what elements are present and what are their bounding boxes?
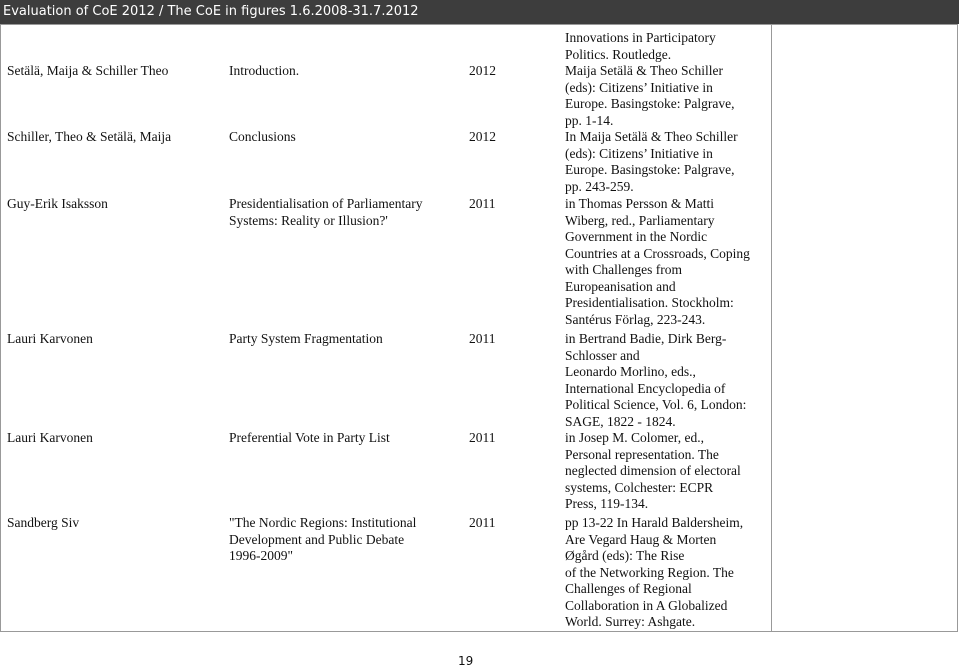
row-1-title: Introduction.: [229, 63, 300, 78]
row-3-title: Presidentialisation of Parliamentary Systems: Reality or Illusion?': [229, 196, 423, 228]
page-number: 19: [458, 654, 474, 668]
row-2-year: 2012: [469, 129, 496, 144]
column-divider: [771, 24, 772, 632]
row-3-author: Guy-Erik Isaksson: [7, 196, 108, 211]
row-5-title: Preferential Vote in Party List: [229, 430, 390, 445]
row-1-source: Maija Setälä & Theo Schiller (eds): Citizens’ Initiative in Europe. Basingstoke: Palgrave, pp. 1-14.: [565, 63, 735, 128]
row-4-source: in Bertrand Badie, Dirk Berg- Schlosser and Leonardo Morlino, eds., International Encyclopedia of Political Science, Vol. 6, London: SAGE, 1822 - 1824.: [565, 331, 747, 429]
row-6-title: "The Nordic Regions: Institutional Development and Public Debate 1996-2009": [229, 515, 417, 563]
document-header: [0, 0, 959, 24]
row-5-year: 2011: [469, 430, 496, 445]
publication-table: [0, 24, 958, 632]
row-2-source: In Maija Setälä & Theo Schiller (eds): Citizens’ Initiative in Europe. Basingstoke: Palgrave, pp. 243-259.: [565, 129, 738, 194]
row-2-title: Conclusions: [229, 129, 296, 144]
row-4-year: 2011: [469, 331, 496, 346]
row-4-author: Lauri Karvonen: [7, 331, 93, 346]
row-6-year: 2011: [469, 515, 496, 530]
row-6-source: pp 13-22 In Harald Baldersheim, Are Vegard Haug & Morten Øgård (eds): The Rise of the Networking Region. The Challenges of Regional Collaboration in A Globalized World. Surrey: Ashgate.: [565, 515, 744, 629]
row-0-source: Innovations in Participatory Politics. Routledge.: [565, 30, 716, 62]
header-title: Evaluation of CoE 2012 / The CoE in figures 1.6.2008-31.7.2012: [3, 4, 419, 19]
row-1-year: 2012: [469, 63, 496, 78]
row-5-source: in Josep M. Colomer, ed., Personal representation. The neglected dimension of electoral systems, Colchester: ECPR Press, 119-134.: [565, 430, 741, 511]
row-2-author: Schiller, Theo & Setälä, Maija: [7, 129, 172, 144]
row-6-author: Sandberg Siv: [7, 515, 80, 530]
row-4-title: Party System Fragmentation: [229, 331, 383, 346]
row-1-author: Setälä, Maija & Schiller Theo: [7, 63, 169, 78]
row-3-year: 2011: [469, 196, 496, 211]
row-3-source: in Thomas Persson & Matti Wiberg, red., Parliamentary Government in the Nordic Countries at a Crossroads, Coping with Challenges from Europeanisation and Presidentialisation. Stockholm: Santérus Förlag, 223-243.: [565, 196, 750, 327]
row-5-author: Lauri Karvonen: [7, 430, 93, 445]
